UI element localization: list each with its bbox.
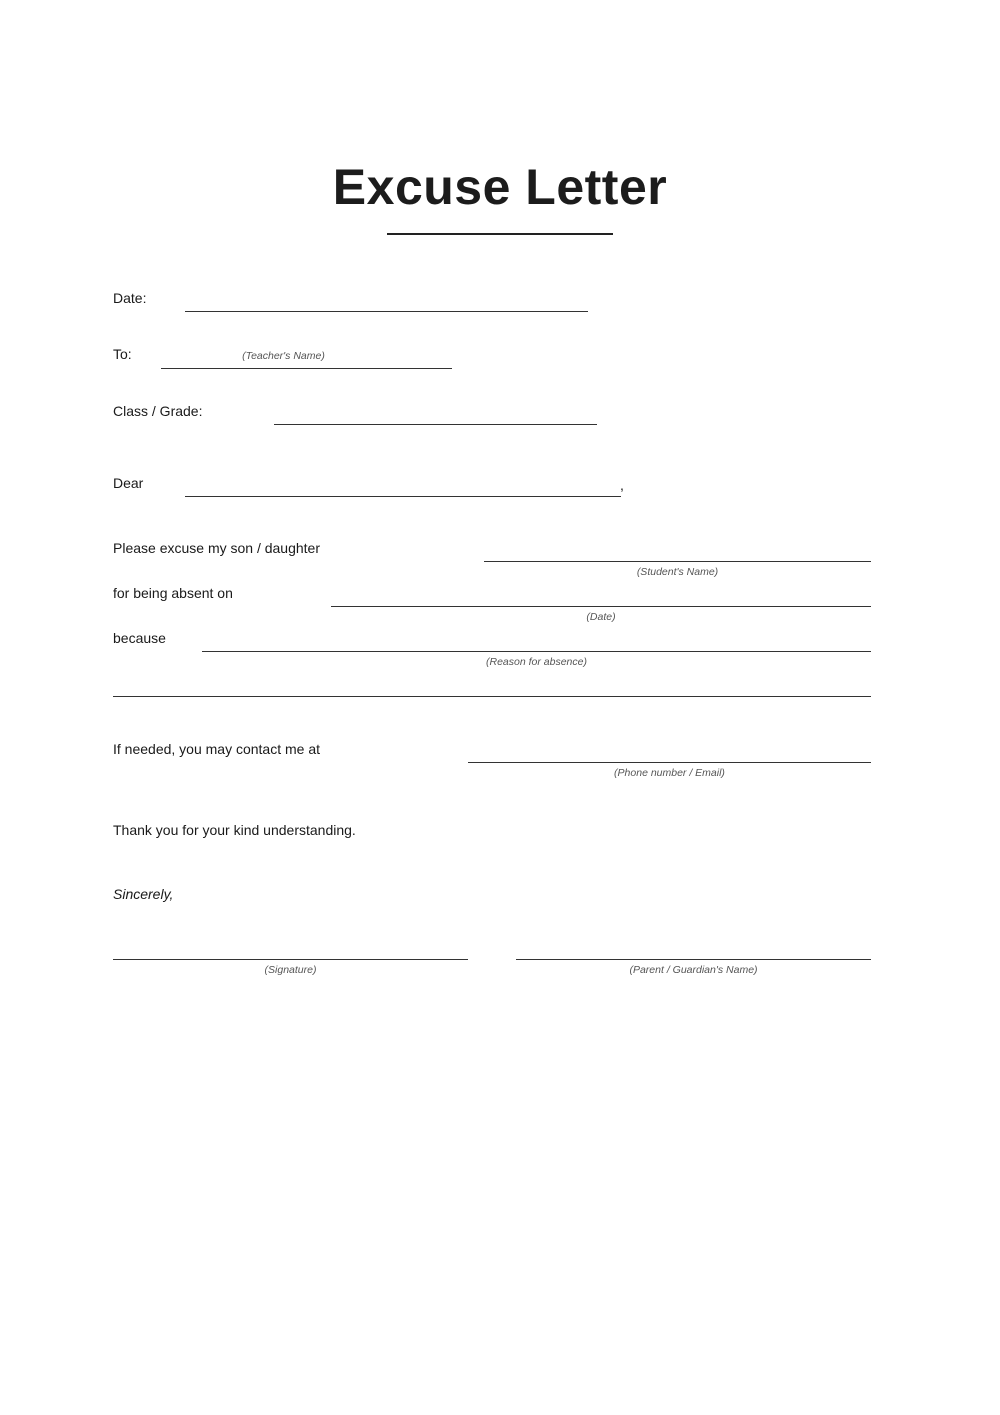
class-grade-field[interactable] [274, 424, 597, 425]
contact-text: If needed, you may contact me at [113, 741, 321, 757]
contact-hint: (Phone number / Email) [614, 767, 725, 779]
date-field[interactable] [185, 311, 588, 312]
signature-field[interactable] [113, 959, 468, 960]
page-title: Excuse Letter [332, 159, 668, 215]
guardian-name-field[interactable] [516, 959, 871, 960]
excuse-text: Please excuse my son / daughter [113, 540, 321, 556]
signature-hint: (Signature) [264, 964, 317, 976]
dear-comma: , [620, 477, 624, 493]
to-label: To: [113, 346, 132, 362]
absent-text: for being absent on [113, 585, 233, 601]
dear-name-field[interactable] [185, 496, 621, 497]
because-text: because [113, 630, 166, 646]
absence-date-field[interactable] [331, 606, 871, 607]
guardian-name-hint: (Parent / Guardian's Name) [629, 964, 758, 976]
sincerely-text: Sincerely, [113, 886, 174, 902]
contact-field[interactable] [468, 762, 871, 763]
title-underline [387, 233, 613, 235]
dear-label: Dear [113, 475, 144, 491]
thanks-text: Thank you for your kind understanding. [113, 822, 356, 838]
teacher-name-field[interactable] [161, 368, 452, 369]
student-name-field[interactable] [484, 561, 871, 562]
absence-date-hint: (Date) [586, 611, 616, 623]
student-name-hint: (Student's Name) [636, 566, 719, 578]
reason-field-continued[interactable] [113, 696, 871, 697]
reason-hint: (Reason for absence) [486, 656, 587, 668]
class-grade-label: Class / Grade: [113, 403, 203, 419]
date-label: Date: [113, 290, 147, 306]
reason-field[interactable] [202, 651, 871, 652]
teacher-name-hint: (Teacher's Name) [242, 350, 325, 362]
